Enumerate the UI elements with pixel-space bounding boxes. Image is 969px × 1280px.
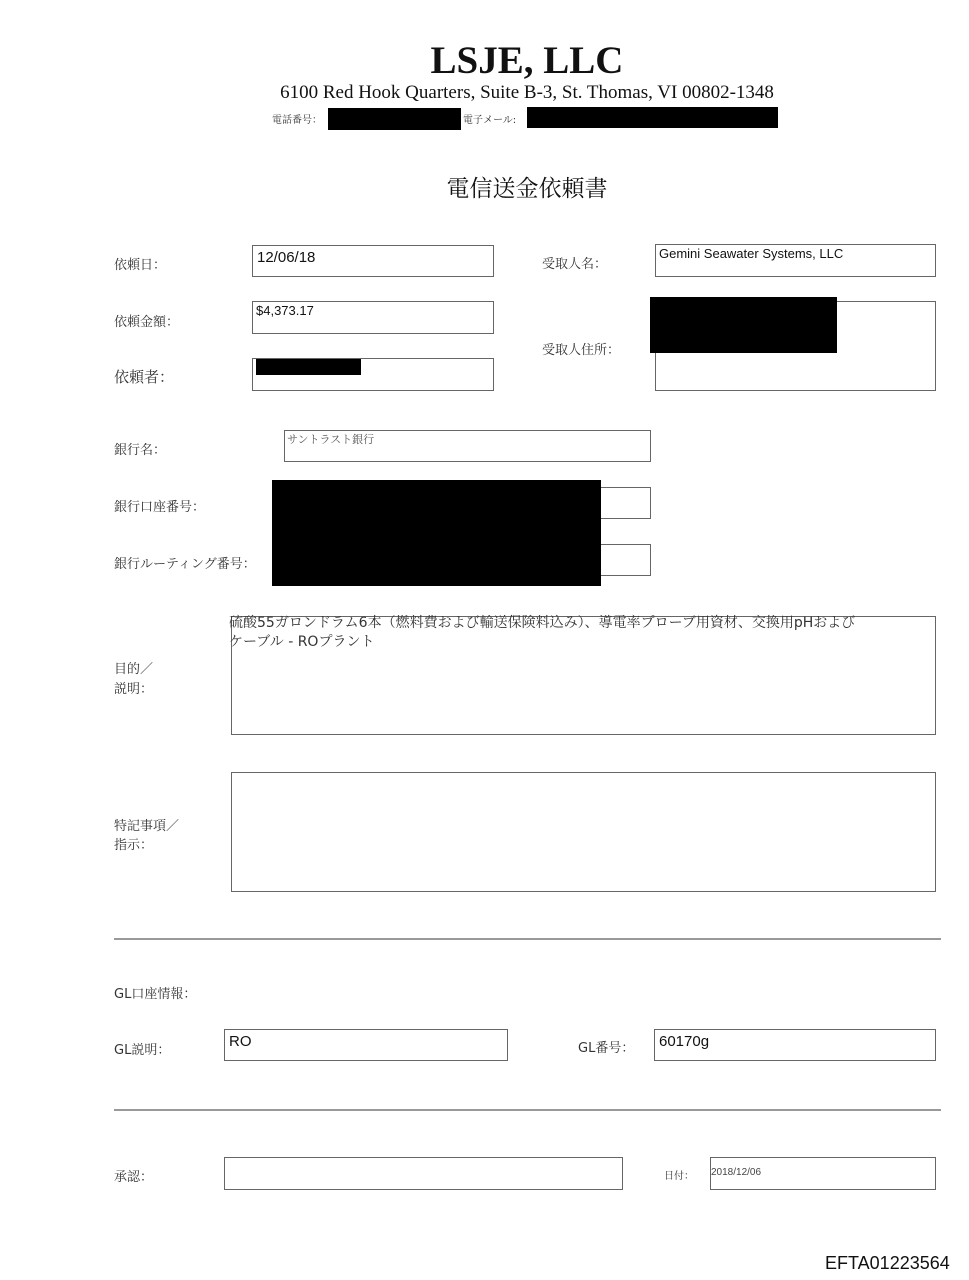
gl-number-value: 60170g	[659, 1033, 710, 1050]
notes-field[interactable]	[231, 772, 936, 892]
phone-redaction	[328, 108, 461, 130]
account-number-label: 銀行口座番号：	[114, 500, 206, 515]
request-date-value: 12/06/18	[257, 249, 316, 266]
company-name: LSJE, LLC	[430, 39, 624, 82]
requester-label: 依頼者：	[114, 368, 175, 386]
email-redaction	[527, 107, 778, 128]
payee-address-redaction	[650, 297, 837, 353]
section-divider-1	[114, 938, 941, 940]
bank-name-value: サントラスト銀行	[287, 434, 375, 446]
amount-value: $4,373.17	[256, 303, 314, 318]
requester-redaction	[256, 359, 361, 375]
date-value: 2018/12/06	[711, 1167, 762, 1178]
email-label: 電子メール:	[463, 115, 517, 126]
request-date-label: 依頼日：	[114, 258, 167, 273]
gl-info-label: GL口座情報：	[114, 987, 197, 1002]
document-id: EFTA01223564	[825, 1253, 950, 1273]
amount-field[interactable]	[252, 301, 494, 334]
bank-name-label: 銀行名：	[114, 443, 167, 458]
bank-account-redaction	[272, 480, 601, 586]
request-date-field[interactable]	[252, 245, 494, 277]
approval-value	[225, 1158, 622, 1164]
notes-label-line1: 特記事項／	[114, 819, 180, 834]
bank-name-field[interactable]	[284, 430, 651, 462]
section-divider-2	[114, 1109, 941, 1111]
routing-number-label: 銀行ルーティング番号：	[114, 557, 256, 572]
gl-number-label: GL番号：	[578, 1041, 635, 1056]
notes-value	[232, 773, 935, 779]
phone-label: 電話番号：	[272, 115, 322, 126]
date-field[interactable]	[710, 1157, 936, 1190]
gl-description-field[interactable]	[224, 1029, 508, 1061]
purpose-text-line2: ケーブル - ROプラント	[229, 634, 375, 650]
purpose-text-line1: 硫酸55ガロンドラム6本（燃料費および輸送保険料込み）、導電率プローブ用資材、交換用pHおよび	[229, 615, 856, 631]
purpose-label-line1: 目的／	[114, 662, 154, 677]
notes-label-line2: 指示：	[114, 838, 154, 853]
purpose-label-line2: 説明：	[114, 682, 154, 697]
payee-name-label: 受取人名：	[542, 257, 608, 272]
payee-name-value: Gemini Seawater Systems, LLC	[659, 246, 844, 261]
date-label: 日付：	[664, 1171, 694, 1182]
gl-description-value: RO	[229, 1033, 252, 1050]
gl-description-label: GL説明：	[114, 1043, 171, 1058]
approval-field[interactable]	[224, 1157, 623, 1190]
amount-label: 依頼金額：	[114, 315, 180, 330]
form-title: 電信送金依頼書	[446, 176, 608, 202]
gl-number-field[interactable]	[654, 1029, 936, 1061]
payee-name-field[interactable]	[655, 244, 936, 277]
payee-address-label: 受取人住所：	[542, 343, 621, 358]
approval-label: 承認：	[114, 1170, 154, 1185]
company-address: 6100 Red Hook Quarters, Suite B-3, St. Thomas, VI 00802-1348	[280, 82, 774, 103]
